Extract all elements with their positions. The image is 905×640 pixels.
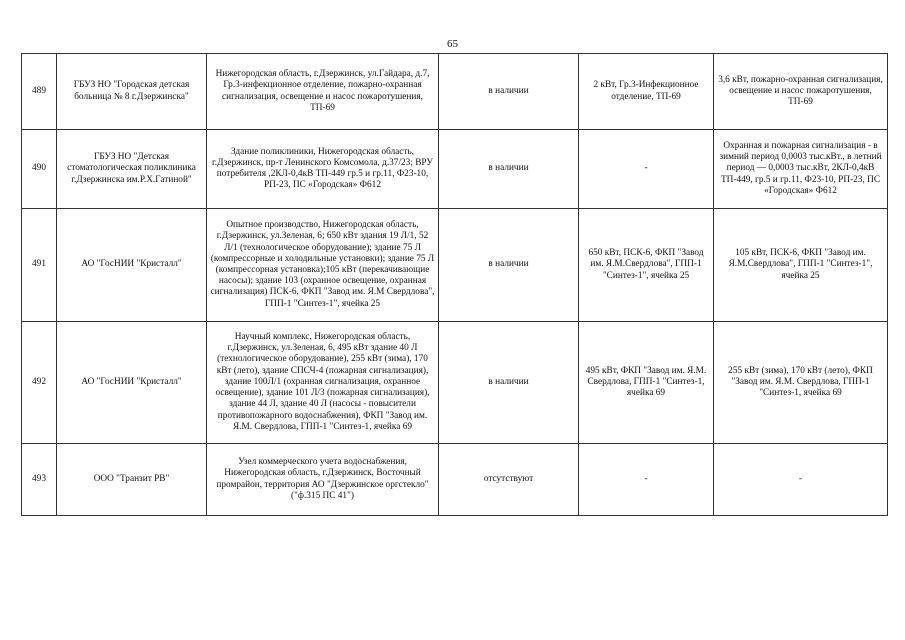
power-second-cell: 3,6 кВт, пожарно-охранная сигнализация, освещение и насос пожаротушения, ТП-69 — [714, 54, 888, 130]
address-cell: Нижегородская область, г.Дзержинск, ул.Гайдара, д.7, Гр.3-инфекционное отделение, пожарно-охранная сигнализация, освещение и насос пожаротушения, ТП-69 — [207, 54, 439, 130]
table-row — [22, 444, 888, 516]
power-second-cell: 255 кВт (зима), 170 кВт (лето), ФКП "Завод им. Я.М. Свердлова, ГПП-1 "Синтез-1, ячейка 69 — [714, 322, 888, 444]
organization-cell: АО "ГосНИИ "Кристалл" — [57, 209, 207, 322]
address-cell: Опытное производство, Нижегородская область, г.Дзержинск, ул.Зеленая, 6; 650 кВт здания 19 Л/1, 52 Л/1 (технологическое оборудование); здание 75 Л (компрессорные и холодильные установки); здание 75 Л (компрессорная установка);105 кВт (перекачивающие насосы); здание 103 (охранное освещение, охранная сигнализация) ПСК-6, ФКП "Завод им. Я.М Свердлова", ГПП-1 "Синтез-1", ячейка 25 — [207, 209, 439, 322]
power-first-cell: 2 кВт, Гр.3-Инфекционное отделение, ТП-69 — [579, 54, 714, 130]
table-row — [22, 322, 888, 444]
power-first-cell: 650 кВт, ПСК-6, ФКП "Завод им. Я.М.Свердлова", ГПП-1 "Синтез-1", ячейка 25 — [579, 209, 714, 322]
availability-cell: в наличии — [439, 322, 579, 444]
table-row — [22, 54, 888, 130]
power-second-cell: 105 кВт, ПСК-6, ФКП "Завод им. Я.М.Свердлова", ГПП-1 "Синтез-1", ячейка 25 — [714, 209, 888, 322]
power-first-cell: - — [579, 130, 714, 209]
address-cell: Научный комплекс, Нижегородская область, г.Дзержинск, ул.Зеленая, 6, 495 кВт здание 40 Л (технологическое оборудование), 255 кВт (зима), 170 кВт (лето), здание СПСЧ-4 (пожарная сигнализация), здание 100Л/1 (охранная сигнализация, охранное освещение), здание 101 Л/3 (пожарная сигнализация), здание 44 Л, здание 40 Л (насосы - повысители противопожарного водоснабжения), ФКП "Завод им. Я.М. Свердлова, ГПП-1 "Синтез-1, ячейка 69 — [207, 322, 439, 444]
power-first-cell: - — [579, 444, 714, 516]
row-number: 489 — [22, 54, 57, 130]
power-second-cell: Охранная и пожарная сигнализация - в зимний период 0,0003 тыс.кВт., в летний период — 0,0003 тыс.кВт, 2КЛ-0,4кВ ТП-449, гр.5 и гр.11, Ф23-10, РП-23, ПС «Городская» Ф612 — [714, 130, 888, 209]
document-table — [21, 53, 888, 516]
organization-cell: ООО "Транзит РВ" — [57, 444, 207, 516]
row-number: 493 — [22, 444, 57, 516]
organization-cell: ГБУЗ НО "Городская детская больница № 8 г.Дзержинска" — [57, 54, 207, 130]
page-number: 65 — [447, 38, 458, 50]
availability-cell: в наличии — [439, 130, 579, 209]
power-second-cell: - — [714, 444, 888, 516]
table-row — [22, 209, 888, 322]
row-number: 491 — [22, 209, 57, 322]
availability-cell: в наличии — [439, 54, 579, 130]
organization-cell: ГБУЗ НО "Детская стоматологическая поликлиника г.Дзержинска им.Р.Х.Гатиной" — [57, 130, 207, 209]
power-first-cell: 495 кВт, ФКП "Завод им. Я.М. Свердлова, ГПП-1 "Синтез-1, ячейка 69 — [579, 322, 714, 444]
address-cell: Здание поликлиники, Нижегородская область, г.Дзержинск, пр-т Ленинского Комсомола, д.37/23; ВРУ потребителя ,2КЛ-0,4кВ ТП-449 гр.5 и гр.11, Ф23-10, РП-23, ПС «Городская» Ф612 — [207, 130, 439, 209]
address-cell: Узел коммерческого учета водоснабжения, Нижегородская область, г.Дзержинск, Восточный промрайон, территория АО "Дзержинское оргстекло" ("ф.315 ПС 41") — [207, 444, 439, 516]
availability-cell: в наличии — [439, 209, 579, 322]
table-row — [22, 130, 888, 209]
row-number: 490 — [22, 130, 57, 209]
availability-cell: отсутствуют — [439, 444, 579, 516]
organization-cell: АО "ГосНИИ "Кристалл" — [57, 322, 207, 444]
row-number: 492 — [22, 322, 57, 444]
